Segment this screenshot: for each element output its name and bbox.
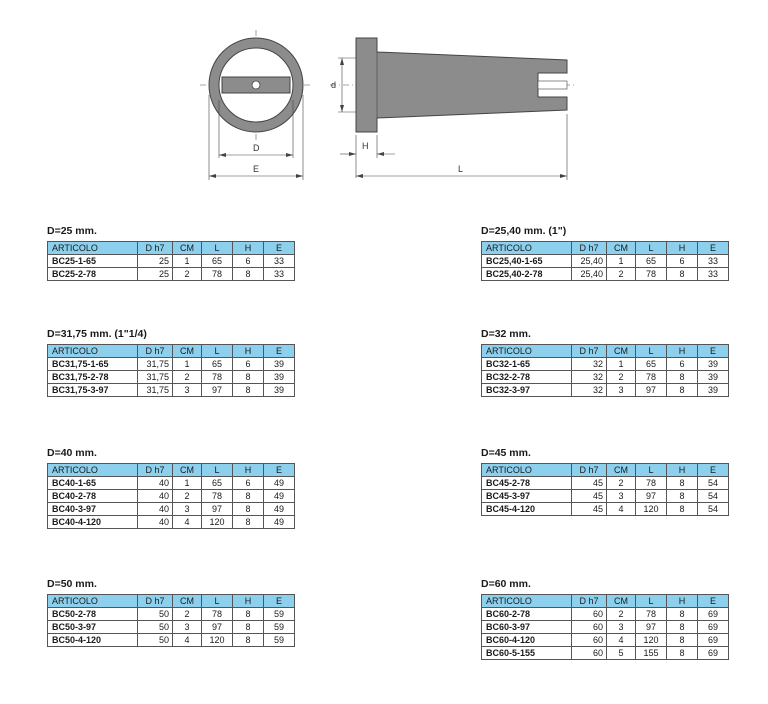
cell-articolo: BC45-2-78 [482,477,572,490]
cell-articolo: BC31,75-1-65 [48,358,138,371]
table-header-row [482,345,729,358]
cell-h: 8 [667,608,698,621]
table-title: D=31,75 mm. (1"1/4) [47,328,147,340]
dimension-label-E: E [253,164,260,174]
cell-cm: 4 [173,634,202,647]
cell-dh7: 31,75 [138,371,173,384]
col-header: H [667,345,698,358]
col-header: ARTICOLO [48,464,138,477]
cell-e: 39 [698,384,729,397]
cell-articolo: BC50-2-78 [48,608,138,621]
cell-l: 97 [202,384,233,397]
spec-table-d50 [47,578,295,647]
cell-l: 97 [636,490,667,503]
cell-e: 49 [264,477,295,490]
col-header: E [698,595,729,608]
spec-table-d25-40 [481,225,729,281]
cell-articolo: BC60-5-155 [482,647,572,660]
cell-dh7: 60 [572,634,607,647]
cell-cm: 2 [173,371,202,384]
col-header: L [202,242,233,255]
table-header-row [48,464,295,477]
cell-cm: 4 [173,516,202,529]
cell-cm: 1 [607,358,636,371]
table-row [482,255,729,268]
cell-articolo: BC40-4-120 [48,516,138,529]
cell-e: 69 [698,647,729,660]
cell-dh7: 60 [572,608,607,621]
cell-dh7: 50 [138,608,173,621]
cell-dh7: 25 [138,255,173,268]
cell-e: 49 [264,490,295,503]
spec-table-d25 [47,225,295,281]
col-header: H [667,242,698,255]
cell-cm: 3 [173,621,202,634]
table-header-row [482,242,729,255]
cell-articolo: BC32-2-78 [482,371,572,384]
cell-l: 78 [202,608,233,621]
table-row [48,268,295,281]
cell-e: 54 [698,503,729,516]
cell-l: 155 [636,647,667,660]
cell-h: 8 [667,268,698,281]
cell-articolo: BC32-3-97 [482,384,572,397]
cell-l: 78 [202,371,233,384]
table-title: D=60 mm. [481,578,531,590]
col-header: E [264,242,295,255]
col-header: ARTICOLO [482,242,572,255]
cell-cm: 3 [607,621,636,634]
cell-articolo: BC45-4-120 [482,503,572,516]
spec-table-d45 [481,447,729,516]
cell-dh7: 45 [572,503,607,516]
col-header: L [636,345,667,358]
col-header: H [233,345,264,358]
cell-articolo: BC25,40-2-78 [482,268,572,281]
cell-h: 8 [233,608,264,621]
col-header: D h7 [572,464,607,477]
cell-cm: 3 [173,503,202,516]
cell-l: 120 [636,634,667,647]
cell-e: 39 [264,384,295,397]
cell-l: 78 [202,268,233,281]
cell-cm: 3 [173,384,202,397]
cell-dh7: 32 [572,358,607,371]
table-header-row [48,345,295,358]
cell-h: 8 [233,516,264,529]
table-title: D=25,40 mm. (1") [481,225,567,237]
col-header: ARTICOLO [482,595,572,608]
spec-table-d31-75 [47,328,295,397]
cell-h: 8 [233,621,264,634]
cell-cm: 3 [607,490,636,503]
col-header: H [233,242,264,255]
col-header: H [667,595,698,608]
cell-cm: 2 [607,477,636,490]
cell-dh7: 32 [572,371,607,384]
table-row [482,384,729,397]
cell-l: 78 [202,490,233,503]
cell-dh7: 50 [138,634,173,647]
cell-h: 6 [667,255,698,268]
table-row [48,634,295,647]
cell-h: 6 [233,255,264,268]
col-header: E [698,242,729,255]
col-header: L [636,464,667,477]
cell-cm: 1 [173,477,202,490]
spec-table-d60 [481,578,729,660]
spec-table-d40 [47,447,295,529]
cell-dh7: 40 [138,516,173,529]
table-row [482,503,729,516]
cell-dh7: 25,40 [572,268,607,281]
col-header: CM [607,242,636,255]
cell-cm: 2 [607,268,636,281]
col-header: ARTICOLO [48,595,138,608]
spec-table [47,344,295,397]
cell-h: 8 [233,490,264,503]
table-row [482,268,729,281]
col-header: CM [607,464,636,477]
col-header: ARTICOLO [482,345,572,358]
cell-dh7: 31,75 [138,384,173,397]
cell-l: 78 [636,371,667,384]
cell-cm: 2 [607,371,636,384]
cell-dh7: 40 [138,503,173,516]
table-title: D=45 mm. [481,447,531,459]
table-row [48,490,295,503]
cell-dh7: 25 [138,268,173,281]
cell-l: 97 [636,384,667,397]
table-row [48,503,295,516]
table-title: D=32 mm. [481,328,531,340]
cell-articolo: BC25,40-1-65 [482,255,572,268]
cell-e: 69 [698,621,729,634]
cell-articolo: BC31,75-2-78 [48,371,138,384]
table-header-row [48,595,295,608]
col-header: L [636,595,667,608]
spec-table [47,594,295,647]
dimension-label-d: d [331,80,337,90]
spec-table [481,594,729,660]
cell-cm: 3 [607,384,636,397]
cell-l: 65 [202,255,233,268]
cell-cm: 4 [607,634,636,647]
cell-e: 69 [698,634,729,647]
cell-e: 39 [698,371,729,384]
cell-h: 8 [667,384,698,397]
dimension-label-D: D [253,143,260,153]
table-row [482,621,729,634]
side-view [330,38,575,180]
cell-dh7: 40 [138,477,173,490]
spec-table [47,241,295,281]
cell-l: 97 [636,621,667,634]
cell-e: 39 [264,371,295,384]
cell-e: 49 [264,503,295,516]
cell-cm: 4 [607,503,636,516]
cell-e: 49 [264,516,295,529]
cell-e: 39 [698,358,729,371]
table-row [48,477,295,490]
table-row [482,647,729,660]
cell-l: 97 [202,503,233,516]
cell-articolo: BC31,75-3-97 [48,384,138,397]
cell-e: 33 [264,255,295,268]
table-title: D=25 mm. [47,225,97,237]
cell-cm: 1 [607,255,636,268]
cell-h: 8 [667,634,698,647]
col-header: D h7 [138,242,173,255]
cell-cm: 2 [607,608,636,621]
col-header: L [636,242,667,255]
cell-dh7: 40 [138,490,173,503]
cell-h: 6 [667,358,698,371]
col-header: D h7 [572,595,607,608]
cell-cm: 1 [173,358,202,371]
cell-dh7: 45 [572,477,607,490]
col-header: L [202,464,233,477]
cell-l: 65 [202,358,233,371]
cell-articolo: BC50-4-120 [48,634,138,647]
col-header: D h7 [572,345,607,358]
cell-h: 6 [233,477,264,490]
dimension-label-L: L [458,164,464,174]
cell-articolo: BC25-2-78 [48,268,138,281]
col-header: L [202,595,233,608]
cell-l: 78 [636,477,667,490]
cell-l: 78 [636,608,667,621]
col-header: E [264,464,295,477]
cell-h: 8 [667,647,698,660]
table-row [482,371,729,384]
cell-dh7: 25,40 [572,255,607,268]
cell-e: 33 [698,268,729,281]
col-header: E [264,595,295,608]
spec-table [481,463,729,516]
table-header-row [482,464,729,477]
table-title: D=40 mm. [47,447,97,459]
col-header: D h7 [572,242,607,255]
col-header: D h7 [138,464,173,477]
cell-l: 78 [636,268,667,281]
col-header: E [698,345,729,358]
col-header: L [202,345,233,358]
cell-dh7: 31,75 [138,358,173,371]
table-row [48,371,295,384]
cell-e: 69 [698,608,729,621]
col-header: H [233,464,264,477]
table-title: D=50 mm. [47,578,97,590]
cell-h: 8 [233,371,264,384]
cell-h: 8 [233,634,264,647]
cell-l: 65 [636,358,667,371]
spec-table-d32 [481,328,729,397]
col-header: E [698,464,729,477]
cell-articolo: BC40-3-97 [48,503,138,516]
cell-cm: 1 [173,255,202,268]
cell-l: 65 [202,477,233,490]
col-header: CM [607,345,636,358]
cell-articolo: BC25-1-65 [48,255,138,268]
col-header: CM [173,345,202,358]
cell-cm: 2 [173,490,202,503]
cell-l: 65 [636,255,667,268]
table-row [48,384,295,397]
cell-h: 6 [233,358,264,371]
cell-h: 8 [667,503,698,516]
cell-e: 54 [698,490,729,503]
cell-cm: 2 [173,608,202,621]
col-header: CM [173,242,202,255]
cell-h: 8 [233,268,264,281]
cell-articolo: BC50-3-97 [48,621,138,634]
cell-e: 33 [698,255,729,268]
cell-articolo: BC40-2-78 [48,490,138,503]
cell-h: 8 [667,621,698,634]
cell-dh7: 60 [572,621,607,634]
cell-h: 8 [667,371,698,384]
cell-articolo: BC60-3-97 [482,621,572,634]
cell-articolo: BC40-1-65 [48,477,138,490]
cell-dh7: 60 [572,647,607,660]
col-header: CM [173,595,202,608]
table-row [482,608,729,621]
table-row [48,255,295,268]
table-header-row [48,242,295,255]
cell-h: 8 [233,503,264,516]
table-row [482,634,729,647]
spec-table [481,344,729,397]
spec-table [47,463,295,529]
cell-h: 8 [667,490,698,503]
cell-l: 120 [202,634,233,647]
cell-e: 39 [264,358,295,371]
table-row [482,490,729,503]
col-header: D h7 [138,345,173,358]
cell-e: 54 [698,477,729,490]
col-header: D h7 [138,595,173,608]
col-header: ARTICOLO [48,242,138,255]
cell-dh7: 45 [572,490,607,503]
cell-cm: 2 [173,268,202,281]
cell-h: 8 [667,477,698,490]
cell-h: 8 [233,384,264,397]
col-header: H [233,595,264,608]
technical-drawing [0,0,768,200]
cell-dh7: 50 [138,621,173,634]
col-header: CM [607,595,636,608]
table-row [48,621,295,634]
col-header: ARTICOLO [48,345,138,358]
cell-articolo: BC60-4-120 [482,634,572,647]
table-row [48,358,295,371]
col-header: ARTICOLO [482,464,572,477]
cell-cm: 5 [607,647,636,660]
cell-articolo: BC45-3-97 [482,490,572,503]
cell-articolo: BC32-1-65 [482,358,572,371]
cell-e: 59 [264,634,295,647]
cell-l: 120 [636,503,667,516]
cell-e: 59 [264,608,295,621]
spec-table [481,241,729,281]
table-row [48,608,295,621]
col-header: E [264,345,295,358]
cell-e: 33 [264,268,295,281]
cell-articolo: BC60-2-78 [482,608,572,621]
cell-l: 120 [202,516,233,529]
col-header: H [667,464,698,477]
cell-l: 97 [202,621,233,634]
table-header-row [482,595,729,608]
cell-dh7: 32 [572,384,607,397]
cell-e: 59 [264,621,295,634]
table-row [48,516,295,529]
col-header: CM [173,464,202,477]
dimension-label-H: H [362,141,369,151]
front-view [200,30,312,180]
table-row [482,358,729,371]
table-row [482,477,729,490]
